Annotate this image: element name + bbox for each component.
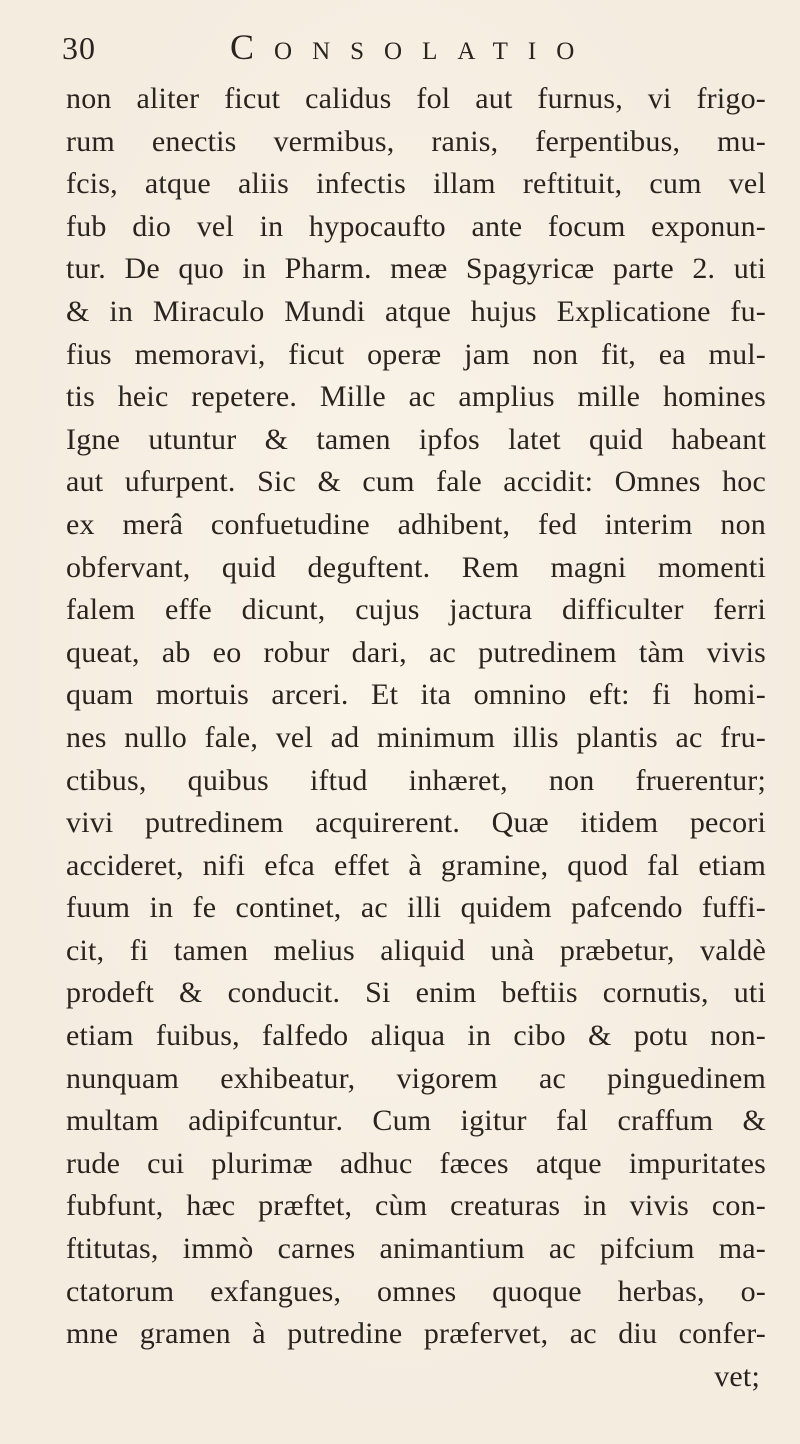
text-line-26: rude cui plurimæ adhuc fæces atque impuritates xyxy=(66,1146,766,1180)
text-line-30: mne gramen à putredine præfervet, ac diu confer- xyxy=(66,1317,766,1351)
text-line-18: vivi putredinem acquirerent. Quæ itidem pecori xyxy=(66,806,766,840)
text-line-25: multam adipifcuntur. Cum igitur fal craffum & xyxy=(66,1104,766,1138)
text-line-11: ex merâ confuetudine adhibent, fed interim non xyxy=(66,507,766,541)
text-line-15: quam mortuis arceri. Et ita omnino eft: fi homi- xyxy=(66,678,766,712)
text-line-3: fcis, atque aliis infectis illam reftituit, cum vel xyxy=(66,167,766,201)
text-line-28: ftitutas, immò carnes animantium ac pifcium ma- xyxy=(66,1232,766,1266)
text-line-23: etiam fuibus, falfedo aliqua in cibo & potu non- xyxy=(66,1019,766,1053)
text-line-27: fubfunt, hæc præftet, cùm creaturas in vivis con- xyxy=(66,1189,766,1223)
text-line-24: nunquam exhibeatur, vigorem ac pinguedinem xyxy=(66,1061,766,1095)
text-line-1: non aliter ficut calidus fol aut furnus, vi frigo- xyxy=(66,82,766,115)
text-line-31: vet; xyxy=(714,1359,760,1393)
text-line-20: fuum in fe continet, ac illi quidem pafcendo fuffi- xyxy=(66,891,766,925)
text-line-9: Igne utuntur & tamen ipfos latet quid habeant xyxy=(66,422,766,456)
text-line-4: fub dio vel in hypocaufto ante focum exponun- xyxy=(66,209,766,243)
text-line-7: fius memoravi, ficut operæ jam non fit, ea mul- xyxy=(66,337,766,371)
text-line-19: accideret, nifi efca effet à gramine, quod fal etiam xyxy=(66,848,766,882)
text-line-13: falem effe dicunt, cujus jactura difficulter ferri xyxy=(66,593,766,627)
text-line-8: tis heic repetere. Mille ac amplius mille homines xyxy=(66,380,766,414)
text-line-2: rum enectis vermibus, ranis, ferpentibus, mu- xyxy=(66,124,766,158)
text-line-21: cit, fi tamen melius aliquid unà præbetur, valdè xyxy=(66,933,766,967)
text-line-29: ctatorum exfangues, omnes quoque herbas, o- xyxy=(66,1274,766,1308)
text-line-16: nes nullo fale, vel ad minimum illis plantis ac fru- xyxy=(66,720,766,754)
text-line-22: prodeft & conducit. Si enim beftiis cornutis, uti xyxy=(66,976,766,1010)
running-title: Consolatio xyxy=(230,27,595,67)
text-line-14: queat, ab eo robur dari, ac putredinem tàm vivis xyxy=(66,635,766,669)
text-line-5: tur. De quo in Pharm. meæ Spagyricæ parte 2. uti xyxy=(66,252,766,286)
text-line-10: aut ufurpent. Sic & cum fale accidit: Omnes hoc xyxy=(66,465,766,499)
text-line-12: obfervant, quid deguftent. Rem magni momenti xyxy=(66,550,766,584)
page-header xyxy=(62,22,742,72)
page-number: 30 xyxy=(62,30,96,66)
text-line-6: & in Miraculo Mundi atque hujus Explicatione fu- xyxy=(66,294,766,328)
text-line-17: ctibus, quibus iftud inhæret, non fruerentur; xyxy=(66,763,766,797)
body-text xyxy=(66,78,766,1398)
